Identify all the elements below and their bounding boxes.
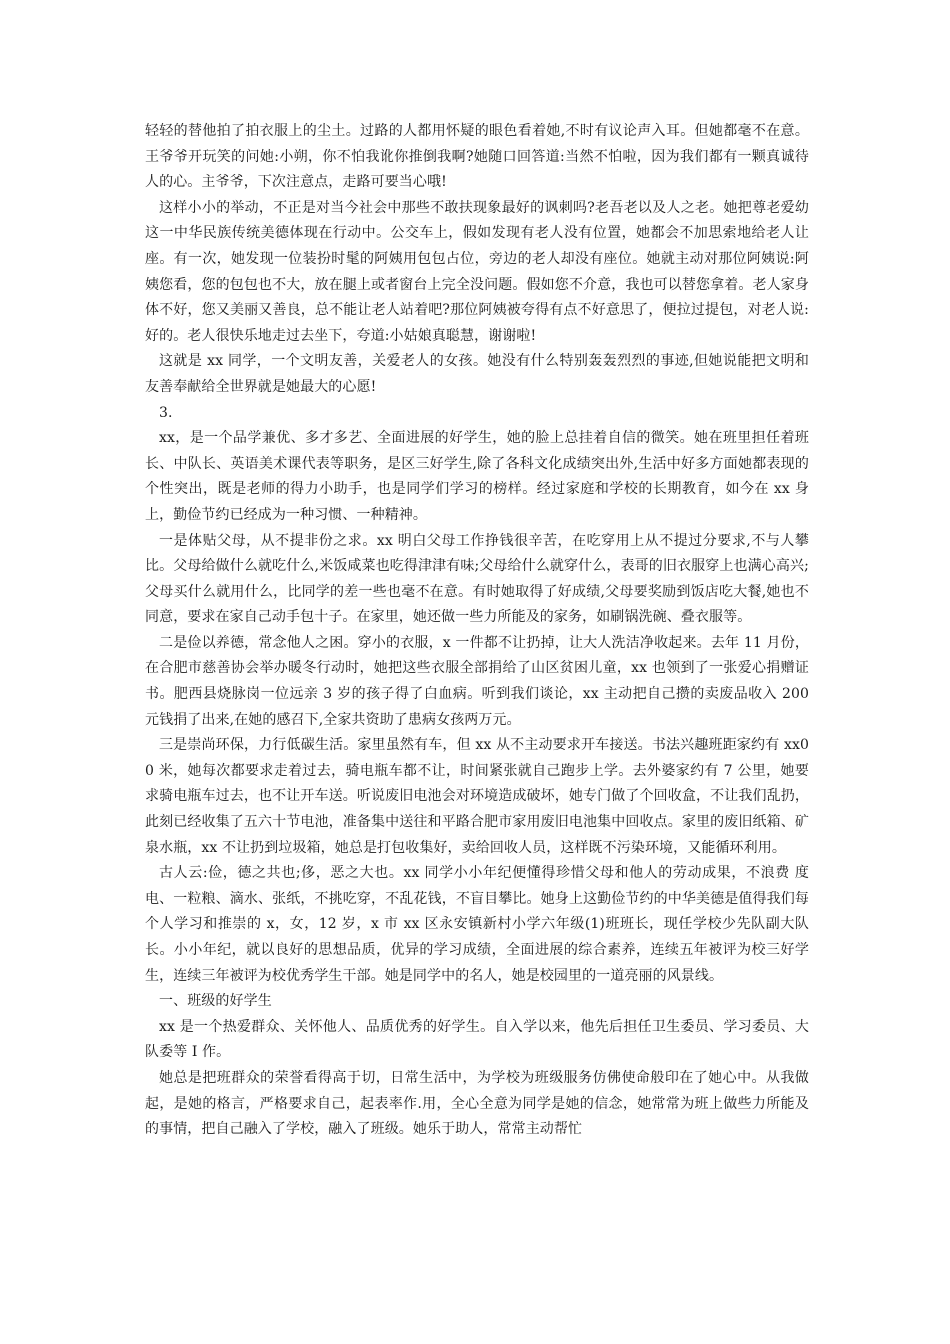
paragraph-summary: 这就是 xx 同学，一个文明友善，关爱老人的女孩。她没有什么特别轰轰烈烈的事迹,但她说能把文明和友善奉献给全世界就是她最大的心愿! — [145, 353, 809, 395]
document-page — [145, 119, 809, 1143]
paragraph-point-three: 三是崇尚环保，力行低碳生活。家里虽然有车，但 xx 从不主动要求开车接送。书法兴趣班距家约有 xx00 米，她每次都要求走着过去，骑电瓶车都不让，时间紧张就自己跑步上学。去外婆家约有 7 公里，她要求骑电瓶车过去，也不让开车送。听说废旧电池会对环境造成破坏，她专门做了个回收盒，不让我们乱扔，此刻已经收集了五六十节电池，准备集中送往和平路合肥市家用废旧电池集中回收点。家里的废旧纸箱、矿泉水瓶，xx 不让扔到垃圾箱，她总是打包收集好，卖给回收人员，这样既不污染环境，又能循环利用。 — [145, 737, 809, 856]
paragraph-conclusion: 古人云:俭，德之共也;侈，恶之大也。xx 同学小小年纪便懂得珍惜父母和他人的劳动成果，不浪费 度电、一粒粮、滴水、张纸，不挑吃穿，不乱花钱，不盲目攀比。她身上这勤俭节约的中华美德是值得我们每个人学习和推崇的 x，女，12 岁，x 市 xx 区永安镇新村小学六年级(1)班班长，现任学校少先队副大队长。小小年纪，就以良好的思想品质，优异的学习成绩，全面进展的综合素养，连续五年被评为校三好学生，连续三年被评为校优秀学生干部。她是同学中的名人，她是校园里的一道亮丽的风景线。 — [145, 865, 809, 984]
paragraph-intro: xx，是一个品学兼优、多才多艺、全面进展的好学生，她的脸上总挂着自信的微笑。她在班里担任着班长、中队长、英语美术课代表等职务，是区三好学生,除了各科文化成绩突出外,生活中好多方面她都表现的个性突出，既是老师的得力小助手，也是同学们学习的榜样。经过家庭和学校的长期教育，如今在 xx 身上，勤俭节约已经成为一种习惯、一种精神。 — [145, 430, 809, 523]
paragraph-courtesy-on-bus: 这样小小的举动，不正是对当今社会中那些不敢扶现象最好的讽刺吗?老吾老以及人之老。她把尊老爱幼这一中华民族传统美德体现在行动中。公交车上，假如发现有老人没有位置，她都会不加思索地给老人让座。有一次，她发现一位装扮时髦的阿姨用包包占位，旁边的老人却没有座位。她就主动对那位阿姨说:阿姨您看，您的包包也不大，放在腿上或者窗台上完全没问题。假如您不介意，我也可以替您拿着。老人家身体不好，您又美丽又善良，总不能让老人站着吧?那位阿姨被夸得有点不好意思了，便拉过提包，对老人说:好的。老人很快乐地走过去坐下，夸道:小姑娘真聪慧，谢谢啦! — [145, 199, 809, 344]
paragraph-class-student: xx 是一个热爱群众、关怀他人、品质优秀的好学生。自入学以来，他先后担任卫生委员、学习委员、大队委等 I 作。 — [145, 1018, 809, 1061]
paragraph-point-two: 二是俭以养德，常念他人之困。穿小的衣服，x 一件都不让扔掉，让大人洗洁净收起来。去年 11 月份，在合肥市慈善协会举办暖冬行动时，她把这些衣服全部捐给了山区贫困儿童，xx 也领到了一张爱心捐赠证书。肥西县烧脉岗一位远亲 3 岁的孩子得了白血病。听到我们谈论，xx 主动把自己攒的卖废品收入 200 元钱捐了出来,在她的感召下,全家共资助了患病女孩两万元。 — [145, 634, 809, 728]
paragraph-point-one: 一是体贴父母，从不提非份之求。xx 明白父母工作挣钱很辛苦，在吃穿用上从不提过分要求,不与人攀比。父母给做什么就吃什么,米饭咸菜也吃得津津有味;父母给什么就穿什么，表哥的旧衣服穿上也满心高兴;父母买什么就用什么，比同学的差一些也毫不在意。有时她取得了好成绩,父母要奖励到饭店吃大餐,她也不同意，要求在家自己动手包十子。在家里，她还做一些力所能及的家务，如刷锅洗碗、叠衣服等。 — [145, 532, 809, 626]
section-heading: 一、班级的好学生 — [159, 993, 272, 1010]
paragraph-class-service: 她总是把班群众的荣誉看得高于切，日常生活中，为学校为班级服务仿佛使命般印在了她心中。从我做起，是她的格言，严格要求自己，起表率作.用，全心全意为同学是她的信念，她常常为班上做些力所能及的事情，把自己融入了学校，融入了班级。她乐于助人，常常主动帮忙 — [145, 1069, 809, 1138]
paragraph-continued: 轻轻的替他拍了拍衣服上的尘土。过路的人都用怀疑的眼色看着她,不时有议论声入耳。但她都毫不在意。王爷爷开玩笑的问她:小朔，你不怕我讹你推倒我啊?她随口回答道:当然不怕啦，因为我们都有一颗真诚待人的心。主爷爷，下次注意点，走路可要当心哦! — [145, 123, 809, 191]
section-number: 3. — [159, 404, 173, 421]
